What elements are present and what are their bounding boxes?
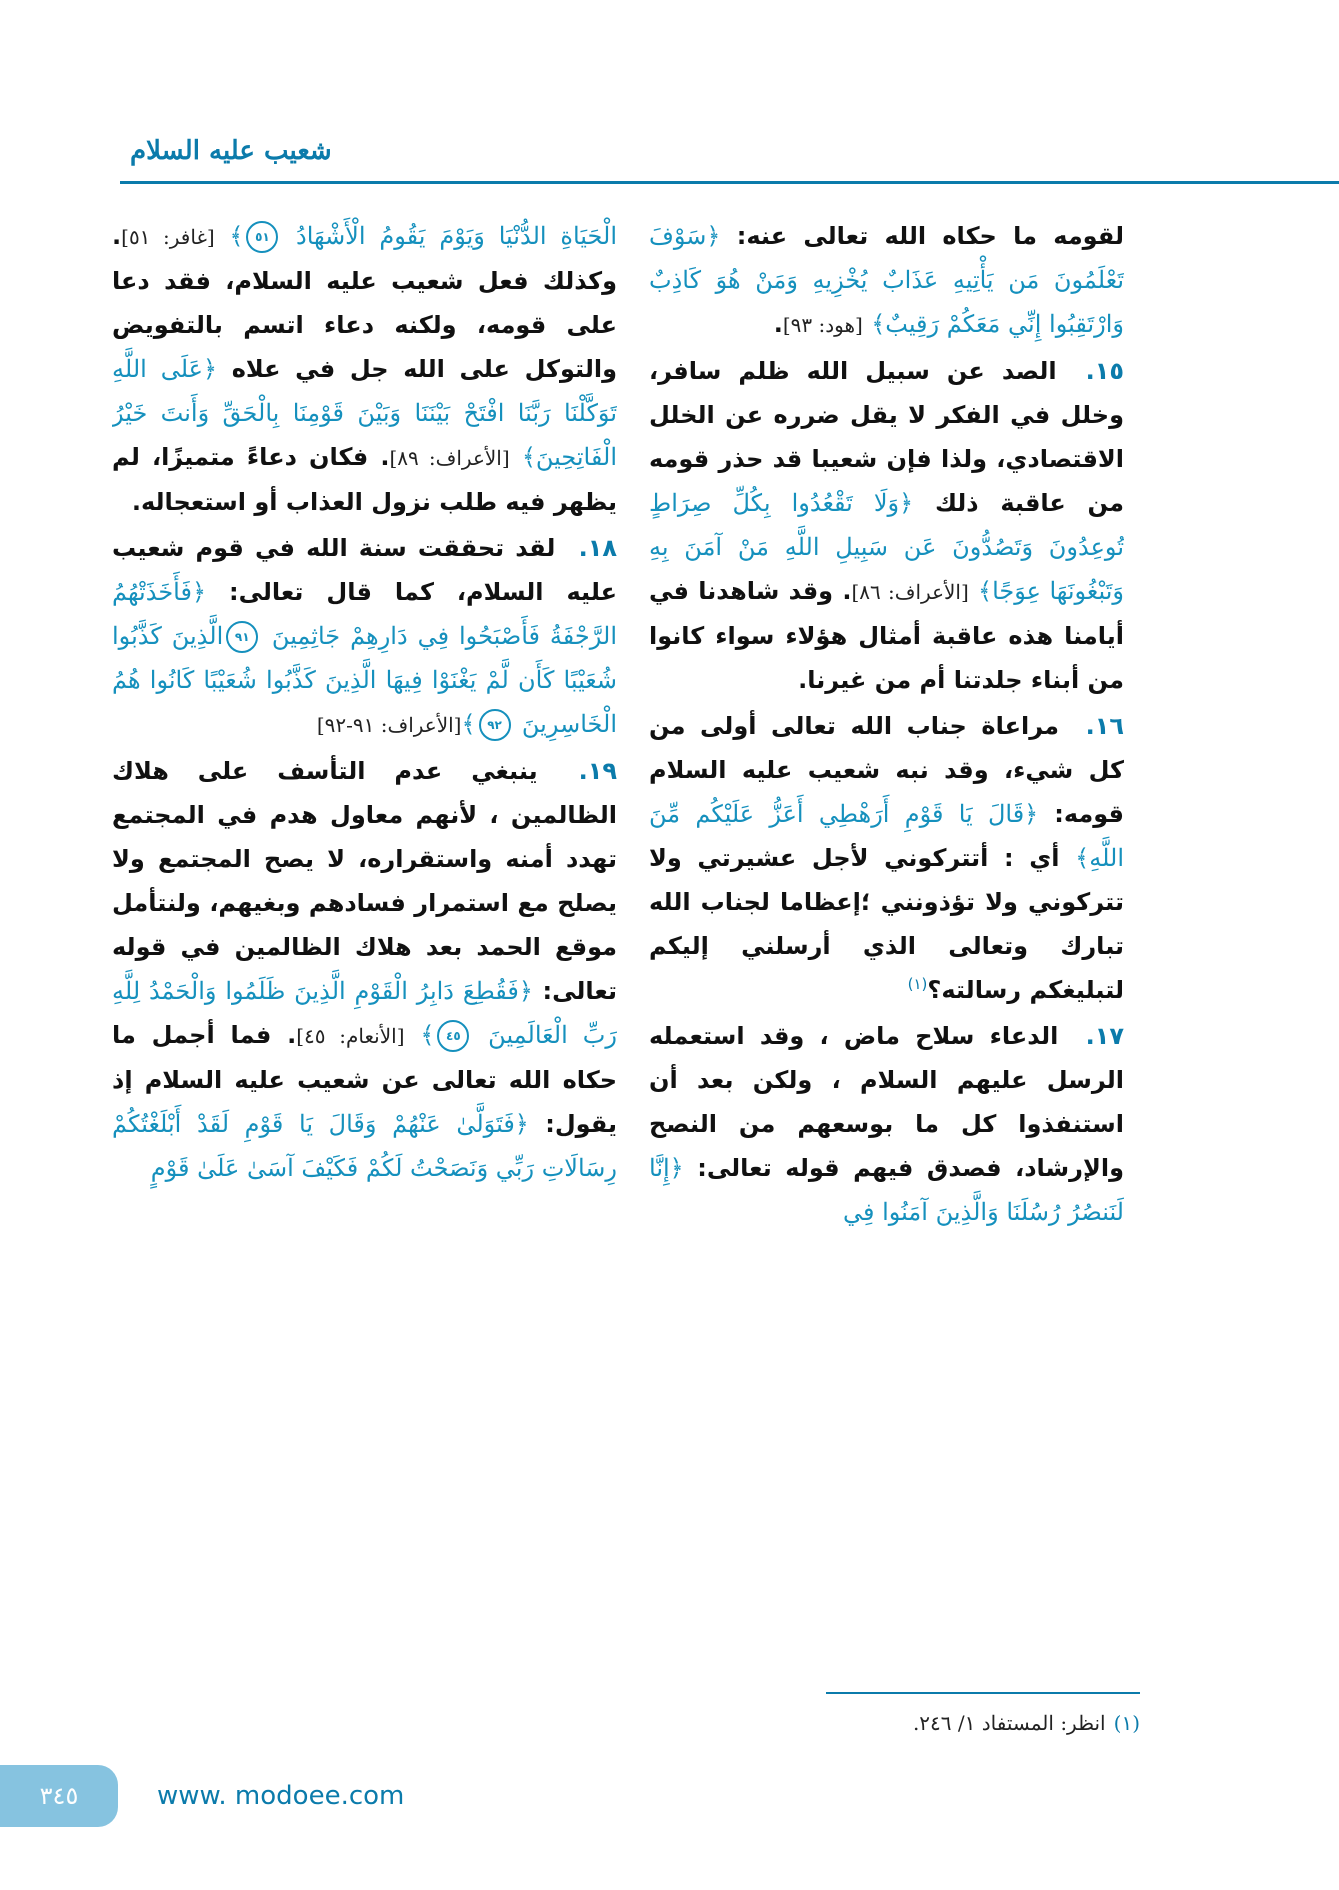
verse-reference: [الأعراف: ٨٦] [851, 580, 969, 604]
footnote-text: انظر: المستفاد ١/ ٢٤٦. [912, 1711, 1106, 1735]
continuation-paragraph [112, 214, 617, 524]
verse-reference: [الأنعام: ٤٥] [296, 1024, 405, 1048]
quran-bracket-open-icon: ﴿ [518, 977, 533, 1005]
intro-paragraph [649, 214, 1124, 347]
ayah-number-marker: ٩١ [226, 621, 258, 653]
quran-verse: سَوْفَ تَعْلَمُونَ مَن يَأْتِيهِ عَذَابٌ يُخْزِيهِ وَمَنْ هُوَ كَاذِبٌ وَارْتَقِبُوا إِنِّي مَعَكُمْ رَقِيبٌ [649, 222, 1124, 338]
ayah-number-marker: ٥١ [246, 221, 278, 253]
footnote [913, 1708, 1140, 1738]
page-number-badge: ٣٤٥ [0, 1765, 118, 1827]
quran-bracket-open-icon: ﴿ [203, 355, 218, 383]
quran-bracket-close-icon: ﴾ [978, 577, 993, 605]
quran-bracket-close-icon: ﴾ [1075, 844, 1090, 872]
quran-verse: فَقُطِعَ دَابِرُ الْقَوْمِ الَّذِينَ ظَلَمُوا وَالْحَمْدُ لِلَّهِ رَبِّ الْعَالَمِينَ [112, 977, 617, 1049]
body-text: . وقد شاهدنا في أيامنا هذه عاقبة أمثال هؤلاء سواء كانوا من أبناء جلدتنا أم من غيرنا. [649, 577, 1124, 694]
quran-verse: فَأَخَذَتْهُمُ الرَّجْفَةُ فَأَصْبَحُوا فِي دَارِهِمْ جَاثِمِينَ [112, 578, 617, 650]
item-number: ١٦. [1085, 712, 1124, 740]
quran-verse: الْحَيَاةِ الدُّنْيَا وَيَوْمَ يَقُومُ الْأَشْهَادُ [296, 222, 617, 250]
body-text: ينبغي عدم التأسف على هلاك الظالمين ، لأنهم معاول هدم في المجتمع تهدد أمنه واستقراره، لا يصح المجتمع ولا يصلح مع استمرار فسادهم وبغيهم، ولنتأمل موقع الحمد بعد هلاك الظالمين في قوله تعالى: [112, 757, 617, 1005]
verse-reference: [هود: ٩٣] [782, 313, 863, 337]
right-column [649, 214, 1124, 1676]
item-number: ١٧. [1085, 1022, 1124, 1050]
body-text: لقد تحققت سنة الله في قوم شعيب عليه السلام، كما قال تعالى: [112, 534, 617, 606]
item-number: ١٩. [578, 757, 617, 785]
quran-bracket-open-icon: ﴿ [1024, 800, 1039, 828]
body-text: أي : أتتركوني لأجل عشيرتي ولا تتركوني ولا تؤذونني ؛إعظاما لجناب الله تبارك وتعالى الذي أرسلني إليكم لتبليغكم رسالته؟ [649, 844, 1124, 1004]
quran-bracket-close-icon: ﴾ [461, 710, 476, 738]
item-number: ١٨. [578, 534, 617, 562]
list-item-17 [649, 1014, 1124, 1234]
quran-bracket-close-icon: ﴾ [229, 222, 244, 250]
quran-verse: فَتَوَلَّىٰ عَنْهُمْ وَقَالَ يَا قَوْمِ لَقَدْ أَبْلَغْتُكُمْ رِسَالَاتِ رَبِّي وَنَصَحْتُ لَكُمْ فَكَيْفَ آسَىٰ عَلَىٰ قَوْمٍ [112, 1110, 617, 1182]
quran-bracket-open-icon: ﴿ [514, 1110, 529, 1138]
body-text: . وكذلك فعل شعيب عليه السلام، فقد دعا على قومه، ولكنه دعاء اتسم بالتفويض والتوكل على الله جل في علاه [112, 222, 617, 383]
body-text: . [773, 310, 783, 338]
quran-verse: عَلَى اللَّهِ تَوَكَّلْنَا رَبَّنَا افْتَحْ بَيْنَنَا وَبَيْنَ قَوْمِنَا بِالْحَقِّ وَأَنتَ خَيْرُ الْفَاتِحِينَ [112, 355, 617, 471]
body-text: الدعاء سلاح ماض ، وقد استعمله الرسل عليهم السلام ، ولكن بعد أن استنفذوا كل ما بوسعهم من النصح والإرشاد، فصدق فيهم قوله تعالى: [649, 1022, 1124, 1182]
quran-bracket-open-icon: ﴿ [191, 578, 206, 606]
ayah-number-marker: ٩٢ [479, 709, 511, 741]
running-header-title: شعيب عليه السلام [130, 136, 332, 166]
left-column [112, 214, 617, 1676]
quran-bracket-close-icon: ﴾ [871, 310, 886, 338]
verse-reference: [الأعراف: ٨٩] [389, 446, 510, 470]
quran-bracket-open-icon: ﴿ [899, 489, 914, 517]
footnote-divider [826, 1692, 1140, 1694]
quran-verse: وَلَا تَقْعُدُوا بِكُلِّ صِرَاطٍ تُوعِدُونَ وَتَصُدُّونَ عَن سَبِيلِ اللَّهِ مَنْ آمَنَ بِهِ وَتَبْغُونَهَا عِوَجًا [649, 489, 1124, 605]
footnote-number: (١) [1113, 1711, 1140, 1735]
item-number: ١٥. [1085, 357, 1124, 385]
quran-verse: الَّذِينَ كَذَّبُوا شُعَيْبًا كَأَن لَّمْ يَغْنَوْا فِيهَا الَّذِينَ كَذَّبُوا شُعَيْبًا كَانُوا هُمُ الْخَاسِرِينَ [112, 622, 617, 738]
ayah-number-marker: ٤٥ [437, 1020, 469, 1052]
verse-reference: [غافر: ٥١] [121, 225, 215, 249]
list-item-19 [112, 749, 617, 1190]
body-text: لقومه ما حكاه الله تعالى عنه: [736, 222, 1124, 250]
quran-verse: إِنَّا لَنَنصُرُ رُسُلَنَا وَالَّذِينَ آمَنُوا فِي [649, 1154, 1124, 1226]
list-item-15 [649, 349, 1124, 702]
quran-bracket-open-icon: ﴿ [669, 1154, 684, 1182]
verse-reference: [الأعراف: ٩١-٩٢] [316, 713, 462, 737]
quran-bracket-open-icon: ﴿ [706, 222, 721, 250]
footnote-reference-link[interactable]: (١) [907, 975, 928, 993]
body-text: مراعاة جناب الله تعالى أولى من كل شيء، وقد نبه شعيب عليه السلام قومه: [649, 712, 1124, 828]
website-link[interactable]: www. modoee.com [157, 1781, 405, 1811]
header-divider [120, 181, 1339, 184]
body-text: . فما أجمل ما حكاه الله تعالى عن شعيب عليه السلام إذ يقول: [112, 1021, 617, 1138]
list-item-18 [112, 526, 617, 747]
body-text: الصد عن سبيل الله ظلم سافر، وخلل في الفكر لا يقل ضرره عن الخلل الاقتصادي، ولذا فإن شعيبا قد حذر قومه من عاقبة ذلك [649, 357, 1124, 517]
quran-bracket-close-icon: ﴾ [521, 443, 536, 471]
body-text: . فكان دعاءً متميزًا، لم يظهر فيه طلب نزول العذاب أو استعجاله. [112, 443, 617, 516]
list-item-16 [649, 704, 1124, 1012]
quran-bracket-close-icon: ﴾ [420, 1021, 435, 1049]
quran-verse: قَالَ يَا قَوْمِ أَرَهْطِي أَعَزُّ عَلَيْكُم مِّنَ اللَّهِ [649, 800, 1124, 872]
